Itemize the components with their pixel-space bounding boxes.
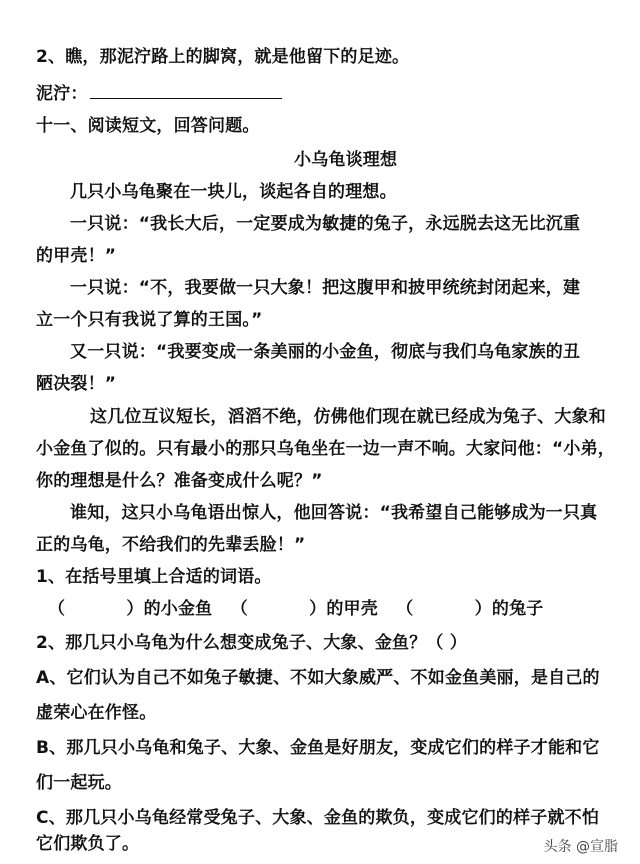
story-title: 小乌龟谈理想 xyxy=(294,150,398,170)
story-line: 一只说：“不，我要做一只大象！把这腹甲和披甲统统封闭起来，建 xyxy=(70,278,581,298)
story-line: 你的理想是什么？准备变成什么呢？” xyxy=(36,471,323,491)
question-2-prompt: 2、那几只小乌龟为什么想变成兔子、大象、金鱼？（ ） xyxy=(36,633,467,653)
story-line: 谁知，这只小乌龟语出惊人，他回答说：“我希望自己能够成为一只真 xyxy=(70,503,598,523)
option-c-line-1: C、那几只小乌龟经常受兔子、大象、金鱼的欺负，变成它们的样子就不怕 xyxy=(36,808,600,828)
option-a-line-2: 虚荣心在作怪。 xyxy=(36,703,157,723)
section-title: 十一、阅读短文，回答问题。 xyxy=(36,116,260,136)
question-1-fill-blanks[interactable]: （ ）的小金鱼 （ ）的甲壳 （ ）的兔子 xyxy=(48,599,544,619)
story-line: 一只说：“我长大后，一定要成为敏捷的兔子，永远脱去这无比沉重 xyxy=(70,214,581,234)
story-line: 几只小乌龟聚在一块儿，谈起各自的理想。 xyxy=(70,182,397,202)
option-c-line-2: 它们欺负了。 xyxy=(36,834,140,854)
question-1-prompt: 1、在括号里填上合适的词语。 xyxy=(36,567,272,587)
answer-blank-line xyxy=(90,80,282,99)
story-line: 立一个只有我说了算的王国。” xyxy=(36,310,263,330)
story-line: 这几位互议短长，滔滔不绝，仿佛他们现在就已经成为兔子、大象和 xyxy=(90,407,606,427)
story-line: 小金鱼了似的。只有最小的那只乌龟坐在一边一声不响。大家问他：“小弟， xyxy=(36,439,615,459)
q2-sentence: 2、瞧，那泥泞路上的脚窝，就是他留下的足迹。 xyxy=(36,47,410,67)
q2-word-row xyxy=(36,80,282,106)
source-watermark: 头条 @宣脂 xyxy=(543,839,618,855)
option-b-line-1: B、那几只小乌龟和兔子、大象、金鱼是好朋友，变成它们的样子才能和它 xyxy=(36,738,600,758)
option-b-line-2: 们一起玩。 xyxy=(36,773,122,793)
story-line: 正的乌龟，不给我们的先辈丢脸！” xyxy=(36,535,306,555)
option-a-line-1: A、它们认为自己不如兔子敏捷、不如大象威严、不如金鱼美丽，是自己的 xyxy=(36,668,600,688)
story-line: 陋决裂！” xyxy=(36,374,117,394)
q2-word-label: 泥泞： xyxy=(36,84,88,104)
story-line: 的甲壳！” xyxy=(36,246,117,266)
story-line: 又一只说：“我要变成一条美丽的小金鱼，彻底与我们乌龟家族的丑 xyxy=(70,342,581,362)
